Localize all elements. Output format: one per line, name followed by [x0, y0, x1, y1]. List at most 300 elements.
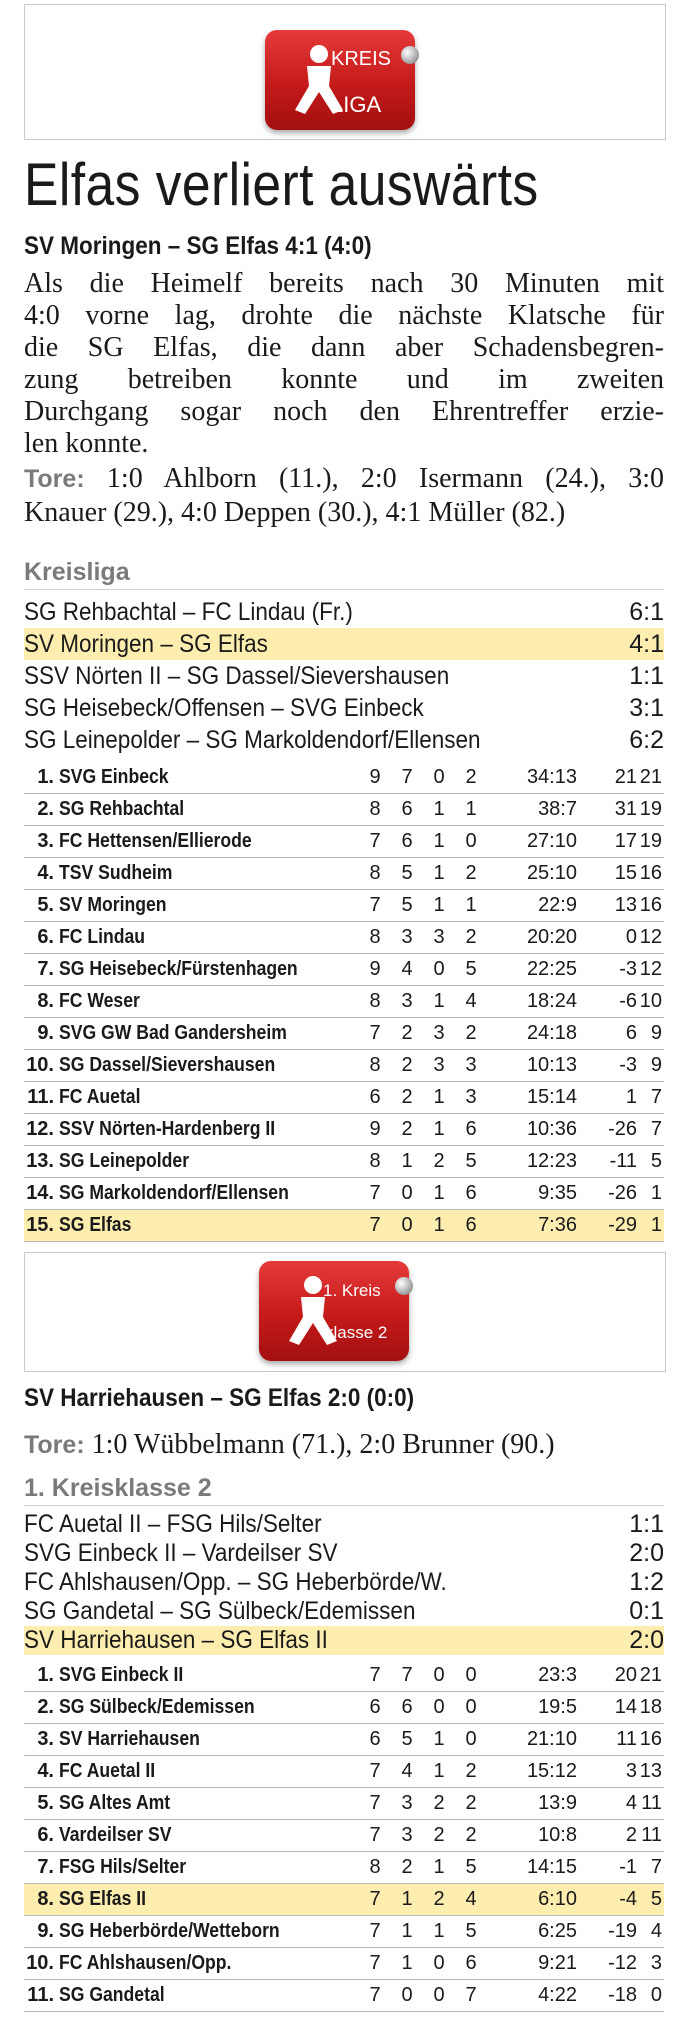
match-score: 2:0	[629, 1626, 664, 1654]
rank-cell: 1.	[24, 762, 54, 794]
match-row	[24, 724, 664, 756]
draw-cell: 3	[423, 922, 455, 954]
rank-cell: 11.	[24, 1980, 54, 2012]
goals-cell: 22:9	[487, 890, 577, 922]
team-cell	[54, 1820, 359, 1852]
won-cell: 5	[391, 1724, 423, 1756]
played-cell: 6	[359, 1692, 391, 1724]
goals-cell: 19:5	[487, 1692, 577, 1724]
points-cell: 21	[637, 1660, 664, 1692]
points-cell: 12	[637, 954, 664, 986]
draw-cell: 1	[423, 1852, 455, 1884]
team-cell	[54, 794, 359, 826]
draw-cell: 3	[423, 1018, 455, 1050]
match-text: SV Moringen – SG Elfas	[24, 629, 268, 658]
won-cell: 3	[391, 986, 423, 1018]
logo-text-liga: LIGA	[331, 92, 382, 117]
match-score: 2:0	[629, 1539, 664, 1567]
diff-cell: 31	[577, 794, 637, 826]
rank-cell: 6.	[24, 922, 54, 954]
played-cell: 7	[359, 1756, 391, 1788]
lost-cell: 1	[455, 890, 487, 922]
lost-cell: 3	[455, 1082, 487, 1114]
draw-cell: 0	[423, 1660, 455, 1692]
game1-report	[24, 268, 664, 460]
won-cell: 0	[391, 1210, 423, 1242]
match-row	[24, 1510, 664, 1539]
rank-cell: 3.	[24, 826, 54, 858]
diff-cell: -18	[577, 1980, 637, 2012]
tore-label: Tore:	[24, 1431, 85, 1459]
team-name: TSV Sudheim	[59, 862, 173, 884]
played-cell: 7	[359, 1210, 391, 1242]
tore-label: Tore:	[24, 465, 85, 493]
won-cell: 2	[391, 1050, 423, 1082]
draw-cell: 2	[423, 1788, 455, 1820]
team-cell	[54, 1146, 359, 1178]
lost-cell: 5	[455, 1146, 487, 1178]
team-name: FC Auetal II	[59, 1760, 156, 1782]
points-cell: 5	[637, 1884, 664, 1916]
draw-cell: 1	[423, 1916, 455, 1948]
won-cell: 1	[391, 1916, 423, 1948]
draw-cell: 1	[423, 1724, 455, 1756]
tore-text: 1:0 Wübbelmann (71.), 2:0 Brunner (90.)	[84, 1429, 555, 1460]
goals-cell: 10:36	[487, 1114, 577, 1146]
lost-cell: 0	[455, 826, 487, 858]
draw-cell: 1	[423, 826, 455, 858]
match-score: 3:1	[629, 693, 664, 722]
draw-cell: 0	[423, 1980, 455, 2012]
table-row	[24, 1114, 664, 1146]
goals-cell: 22:25	[487, 954, 577, 986]
diff-cell: -4	[577, 1884, 637, 1916]
played-cell: 8	[359, 1050, 391, 1082]
draw-cell: 2	[423, 1146, 455, 1178]
table-row	[24, 1756, 664, 1788]
diff-cell: 4	[577, 1788, 637, 1820]
lost-cell: 0	[455, 1660, 487, 1692]
team-cell	[54, 1852, 359, 1884]
goals-cell: 12:23	[487, 1146, 577, 1178]
rank-cell: 3.	[24, 1724, 54, 1756]
rank-cell: 2.	[24, 1692, 54, 1724]
won-cell: 3	[391, 1820, 423, 1852]
team-cell	[54, 1082, 359, 1114]
match-text: SV Harriehausen – SG Elfas II	[24, 1626, 328, 1654]
won-cell: 7	[391, 1660, 423, 1692]
goals-cell: 10:8	[487, 1820, 577, 1852]
played-cell: 7	[359, 826, 391, 858]
team-name: FC Weser	[59, 990, 140, 1012]
table-row	[24, 1660, 664, 1692]
points-cell: 21	[637, 762, 664, 794]
diff-cell: -3	[577, 954, 637, 986]
lost-cell: 4	[455, 986, 487, 1018]
table-row	[24, 1948, 664, 1980]
match-score: 0:1	[629, 1597, 664, 1625]
goals-cell: 24:18	[487, 1018, 577, 1050]
goals-cell: 23:3	[487, 1660, 577, 1692]
match-text: SG Gandetal – SG Sülbeck/Edemissen	[24, 1597, 416, 1625]
team-cell	[54, 1660, 359, 1692]
won-cell: 6	[391, 826, 423, 858]
played-cell: 9	[359, 954, 391, 986]
diff-cell: -1	[577, 1852, 637, 1884]
table-row	[24, 890, 664, 922]
points-cell: 16	[637, 1724, 664, 1756]
played-cell: 7	[359, 1948, 391, 1980]
kreisliga-table	[24, 762, 664, 1242]
won-cell: 7	[391, 762, 423, 794]
draw-cell: 1	[423, 858, 455, 890]
goals-cell: 25:10	[487, 858, 577, 890]
played-cell: 7	[359, 1178, 391, 1210]
goals-cell: 10:13	[487, 1050, 577, 1082]
logo-text-kreis: 1. Kreis	[323, 1281, 381, 1300]
kreisklasse-heading: 1. Kreisklasse 2	[24, 1474, 664, 1506]
table-row	[24, 1050, 664, 1082]
team-cell	[54, 922, 359, 954]
goals-cell: 15:14	[487, 1082, 577, 1114]
diff-cell: 15	[577, 858, 637, 890]
match-text: SG Heisebeck/Offensen – SVG Einbeck	[24, 693, 424, 722]
goals-cell: 18:24	[487, 986, 577, 1018]
points-cell: 1	[637, 1178, 664, 1210]
points-cell: 18	[637, 1692, 664, 1724]
ball-icon	[395, 1277, 413, 1295]
rank-cell: 6.	[24, 1820, 54, 1852]
team-name: FC Ahlshausen/Opp.	[59, 1952, 232, 1974]
team-name: FSG Hils/Selter	[59, 1856, 187, 1878]
lost-cell: 6	[455, 1114, 487, 1146]
played-cell: 7	[359, 890, 391, 922]
diff-cell: 0	[577, 922, 637, 954]
draw-cell: 0	[423, 1692, 455, 1724]
table-row	[24, 1018, 664, 1050]
match-score: 1:1	[629, 1510, 664, 1538]
diff-cell: 11	[577, 1724, 637, 1756]
table-row	[24, 1788, 664, 1820]
rank-cell: 5.	[24, 1788, 54, 1820]
goals-cell: 13:9	[487, 1788, 577, 1820]
points-cell: 7	[637, 1082, 664, 1114]
match-text: SSV Nörten II – SG Dassel/Sievershausen	[24, 661, 450, 690]
team-name: SG Rehbachtal	[59, 798, 185, 820]
won-cell: 1	[391, 1948, 423, 1980]
played-cell: 8	[359, 1146, 391, 1178]
team-name: SVG GW Bad Gandersheim	[59, 1022, 287, 1044]
draw-cell: 3	[423, 1050, 455, 1082]
rank-cell: 4.	[24, 1756, 54, 1788]
match-row	[24, 1626, 664, 1655]
goals-cell: 15:12	[487, 1756, 577, 1788]
draw-cell: 1	[423, 1082, 455, 1114]
diff-cell: -6	[577, 986, 637, 1018]
diff-cell: -12	[577, 1948, 637, 1980]
lost-cell: 5	[455, 1916, 487, 1948]
tore-text: 1:0 Ahlborn (11.), 2:0 Isermann (24.), 3:0	[84, 463, 664, 494]
lost-cell: 5	[455, 1852, 487, 1884]
table-row	[24, 1146, 664, 1178]
game2-title: SV Harriehausen – SG Elfas 2:0 (0:0)	[24, 1384, 415, 1412]
logo-text-kreis: KREIS	[331, 48, 392, 70]
lost-cell: 2	[455, 1756, 487, 1788]
draw-cell: 2	[423, 1820, 455, 1852]
points-cell: 11	[637, 1788, 664, 1820]
team-name: SG Heberbörde/Wetteborn	[59, 1920, 280, 1942]
points-cell: 13	[637, 1756, 664, 1788]
goals-cell: 38:7	[487, 794, 577, 826]
draw-cell: 1	[423, 794, 455, 826]
team-cell	[54, 890, 359, 922]
rank-cell: 5.	[24, 890, 54, 922]
team-cell	[54, 1884, 359, 1916]
team-name: SG Leinepolder	[59, 1150, 190, 1172]
kreisklasse-matches	[24, 1510, 664, 1655]
team-name: SG Sülbeck/Edemissen	[59, 1696, 255, 1718]
played-cell: 8	[359, 858, 391, 890]
match-score: 6:2	[629, 725, 664, 754]
team-name: SSV Nörten-Hardenberg II	[59, 1118, 276, 1140]
kreisliga-matches	[24, 596, 664, 756]
team-cell	[54, 1114, 359, 1146]
lost-cell: 2	[455, 762, 487, 794]
lost-cell: 3	[455, 1050, 487, 1082]
report-line: len konnte.	[24, 428, 149, 459]
table-row	[24, 762, 664, 794]
kreisklasse-logo-box	[24, 1252, 666, 1372]
draw-cell: 2	[423, 1884, 455, 1916]
goals-cell: 20:20	[487, 922, 577, 954]
diff-cell: 6	[577, 1018, 637, 1050]
played-cell: 7	[359, 1660, 391, 1692]
lost-cell: 2	[455, 858, 487, 890]
played-cell: 8	[359, 1852, 391, 1884]
tore-text: Knauer (29.), 4:0 Deppen (30.), 4:1 Müller (82.)	[24, 497, 566, 528]
match-row	[24, 1568, 664, 1597]
table-row	[24, 1210, 664, 1242]
rank-cell: 4.	[24, 858, 54, 890]
won-cell: 4	[391, 1756, 423, 1788]
team-cell	[54, 1980, 359, 2012]
table-row	[24, 1820, 664, 1852]
lost-cell: 4	[455, 1884, 487, 1916]
draw-cell: 0	[423, 954, 455, 986]
team-name: SG Elfas II	[59, 1888, 147, 1910]
points-cell: 16	[637, 858, 664, 890]
won-cell: 2	[391, 1082, 423, 1114]
lost-cell: 0	[455, 1692, 487, 1724]
team-name: SV Moringen	[59, 894, 167, 916]
lost-cell: 6	[455, 1178, 487, 1210]
won-cell: 3	[391, 1788, 423, 1820]
points-cell: 4	[637, 1916, 664, 1948]
goals-cell: 14:15	[487, 1852, 577, 1884]
goals-cell: 6:25	[487, 1916, 577, 1948]
rank-cell: 14.	[24, 1178, 54, 1210]
team-cell	[54, 1050, 359, 1082]
diff-cell: -26	[577, 1114, 637, 1146]
lost-cell: 7	[455, 1980, 487, 2012]
game1-title: SV Moringen – SG Elfas 4:1 (4:0)	[24, 232, 372, 260]
lost-cell: 2	[455, 922, 487, 954]
draw-cell: 1	[423, 890, 455, 922]
table-row	[24, 922, 664, 954]
won-cell: 0	[391, 1980, 423, 2012]
played-cell: 7	[359, 1916, 391, 1948]
table-row	[24, 1082, 664, 1114]
points-cell: 7	[637, 1852, 664, 1884]
points-cell: 16	[637, 890, 664, 922]
table-row	[24, 1724, 664, 1756]
table-row	[24, 1852, 664, 1884]
won-cell: 2	[391, 1018, 423, 1050]
match-score: 6:1	[629, 597, 664, 626]
team-cell	[54, 1756, 359, 1788]
match-row	[24, 692, 664, 724]
match-text: SG Rehbachtal – FC Lindau (Fr.)	[24, 597, 353, 626]
points-cell: 9	[637, 1050, 664, 1082]
match-text: FC Auetal II – FSG Hils/Selter	[24, 1510, 322, 1538]
match-row	[24, 1597, 664, 1626]
played-cell: 7	[359, 1884, 391, 1916]
match-text: SG Leinepolder – SG Markoldendorf/Ellensen	[24, 725, 481, 754]
team-cell	[54, 954, 359, 986]
rank-cell: 13.	[24, 1146, 54, 1178]
won-cell: 6	[391, 794, 423, 826]
team-name: Vardeilser SV	[59, 1824, 172, 1846]
goals-cell: 4:22	[487, 1980, 577, 2012]
draw-cell: 0	[423, 1948, 455, 1980]
points-cell: 12	[637, 922, 664, 954]
rank-cell: 7.	[24, 954, 54, 986]
played-cell: 6	[359, 1082, 391, 1114]
match-text: SVG Einbeck II – Vardeilser SV	[24, 1539, 338, 1567]
team-cell	[54, 1018, 359, 1050]
team-name: FC Auetal	[59, 1086, 141, 1108]
team-name: SG Gandetal	[59, 1984, 165, 2006]
report-line: Als die Heimelf bereits nach 30 Minuten mit	[24, 268, 664, 299]
team-name: SG Markoldendorf/Ellensen	[59, 1182, 289, 1204]
team-name: FC Hettensen/Ellierode	[59, 830, 252, 852]
team-cell	[54, 1724, 359, 1756]
table-row	[24, 986, 664, 1018]
rank-cell: 15.	[24, 1210, 54, 1242]
match-score: 4:1	[629, 629, 664, 658]
match-row	[24, 596, 664, 628]
ball-icon	[401, 46, 419, 64]
diff-cell: -29	[577, 1210, 637, 1242]
team-name: SG Elfas	[59, 1214, 132, 1236]
diff-cell: 13	[577, 890, 637, 922]
goals-cell: 27:10	[487, 826, 577, 858]
team-cell	[54, 1692, 359, 1724]
kreisklasse-logo	[259, 1261, 409, 1361]
goals-cell: 21:10	[487, 1724, 577, 1756]
match-row	[24, 628, 664, 660]
draw-cell: 1	[423, 1178, 455, 1210]
played-cell: 8	[359, 922, 391, 954]
team-cell	[54, 762, 359, 794]
diff-cell: 14	[577, 1692, 637, 1724]
rank-cell: 7.	[24, 1852, 54, 1884]
won-cell: 1	[391, 1146, 423, 1178]
won-cell: 3	[391, 922, 423, 954]
lost-cell: 0	[455, 1724, 487, 1756]
team-cell	[54, 826, 359, 858]
lost-cell: 1	[455, 794, 487, 826]
kreisliga-logo	[265, 30, 415, 130]
won-cell: 0	[391, 1178, 423, 1210]
table-row	[24, 1884, 664, 1916]
won-cell: 6	[391, 1692, 423, 1724]
table-row	[24, 1916, 664, 1948]
team-cell	[54, 858, 359, 890]
points-cell: 5	[637, 1146, 664, 1178]
diff-cell: 20	[577, 1660, 637, 1692]
rank-cell: 9.	[24, 1916, 54, 1948]
game2-goals	[24, 1428, 664, 1462]
diff-cell: -11	[577, 1146, 637, 1178]
table-row	[24, 1980, 664, 2012]
rank-cell: 10.	[24, 1050, 54, 1082]
team-cell	[54, 1788, 359, 1820]
diff-cell: -26	[577, 1178, 637, 1210]
team-cell	[54, 986, 359, 1018]
rank-cell: 8.	[24, 986, 54, 1018]
lost-cell: 2	[455, 1018, 487, 1050]
played-cell: 9	[359, 1114, 391, 1146]
won-cell: 5	[391, 890, 423, 922]
points-cell: 1	[637, 1210, 664, 1242]
report-line: die SG Elfas, die dann aber Schadensbegren-	[24, 332, 664, 363]
logo-text-klasse: klasse 2	[325, 1323, 388, 1342]
report-line: zung betreiben konnte und im zweiten	[24, 364, 664, 395]
match-score: 1:1	[629, 661, 664, 690]
report-line: 4:0 vorne lag, drohte die nächste Klatsche für	[24, 300, 664, 331]
lost-cell: 5	[455, 954, 487, 986]
headline: Elfas verliert auswärts	[24, 151, 539, 218]
kreisklasse-table	[24, 1660, 664, 2012]
played-cell: 6	[359, 1724, 391, 1756]
points-cell: 11	[637, 1820, 664, 1852]
goals-cell: 9:21	[487, 1948, 577, 1980]
table-row	[24, 1692, 664, 1724]
goals-cell: 34:13	[487, 762, 577, 794]
diff-cell: 21	[577, 762, 637, 794]
points-cell: 19	[637, 794, 664, 826]
table-row	[24, 858, 664, 890]
match-row	[24, 1539, 664, 1568]
table-row	[24, 1178, 664, 1210]
points-cell: 10	[637, 986, 664, 1018]
won-cell: 2	[391, 1114, 423, 1146]
diff-cell: 17	[577, 826, 637, 858]
won-cell: 1	[391, 1884, 423, 1916]
rank-cell: 1.	[24, 1660, 54, 1692]
won-cell: 2	[391, 1852, 423, 1884]
rank-cell: 10.	[24, 1948, 54, 1980]
match-row	[24, 660, 664, 692]
draw-cell: 0	[423, 762, 455, 794]
diff-cell: 2	[577, 1820, 637, 1852]
table-row	[24, 794, 664, 826]
team-cell	[54, 1178, 359, 1210]
match-score: 1:2	[629, 1568, 664, 1596]
team-name: SG Dassel/Sievershausen	[59, 1054, 276, 1076]
played-cell: 7	[359, 1788, 391, 1820]
